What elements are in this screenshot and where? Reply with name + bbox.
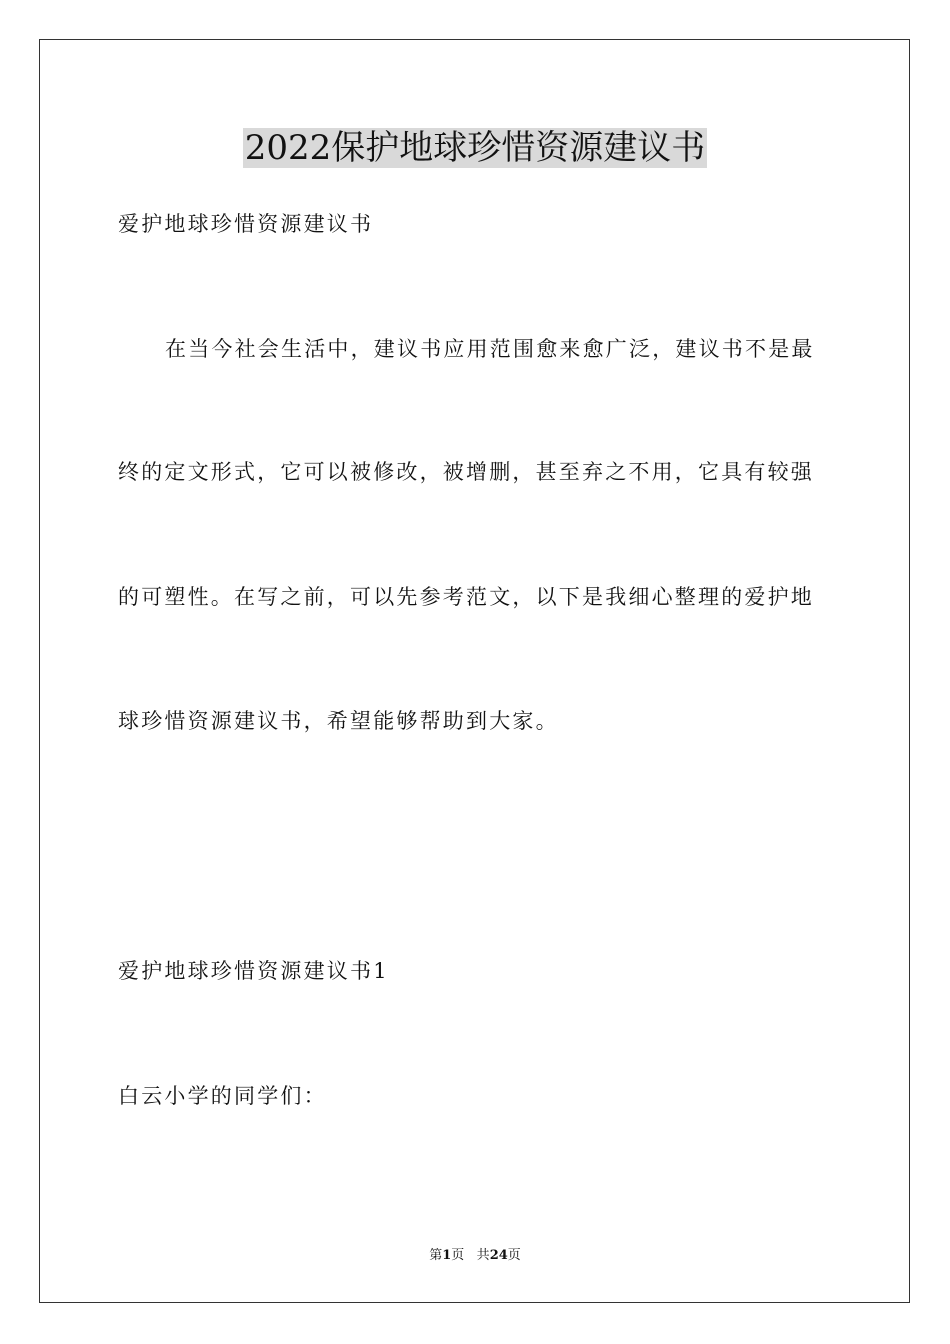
intro-line-1: 在当今社会生活中，建议书应用范围愈来愈广泛，建议书不是最 [165,337,815,361]
footer-page-prefix: 第 [429,1248,443,1263]
section-heading: 爱护地球珍惜资源建议书1 [118,959,389,983]
footer-total-suffix: 页 [507,1248,521,1263]
intro-line-2: 终的定文形式，它可以被修改，被增删，甚至弃之不用，它具有较强 [118,460,814,484]
document-title-text: 2022保护地球珍惜资源建议书 [244,128,706,168]
document-subtitle: 爱护地球珍惜资源建议书 [118,212,374,236]
footer-total-pages: 24 [489,1248,508,1263]
footer-page-suffix: 页 [451,1248,465,1263]
document-title [0,124,950,172]
page-footer [0,1247,950,1265]
intro-line-4: 球珍惜资源建议书，希望能够帮助到大家。 [118,709,559,733]
salutation: 白云小学的同学们： [118,1084,327,1108]
footer-total-prefix: 共 [476,1248,490,1263]
intro-line-3: 的可塑性。在写之前，可以先参考范文，以下是我细心整理的爱护地 [118,585,814,609]
footer-page-number: 1 [442,1248,452,1263]
